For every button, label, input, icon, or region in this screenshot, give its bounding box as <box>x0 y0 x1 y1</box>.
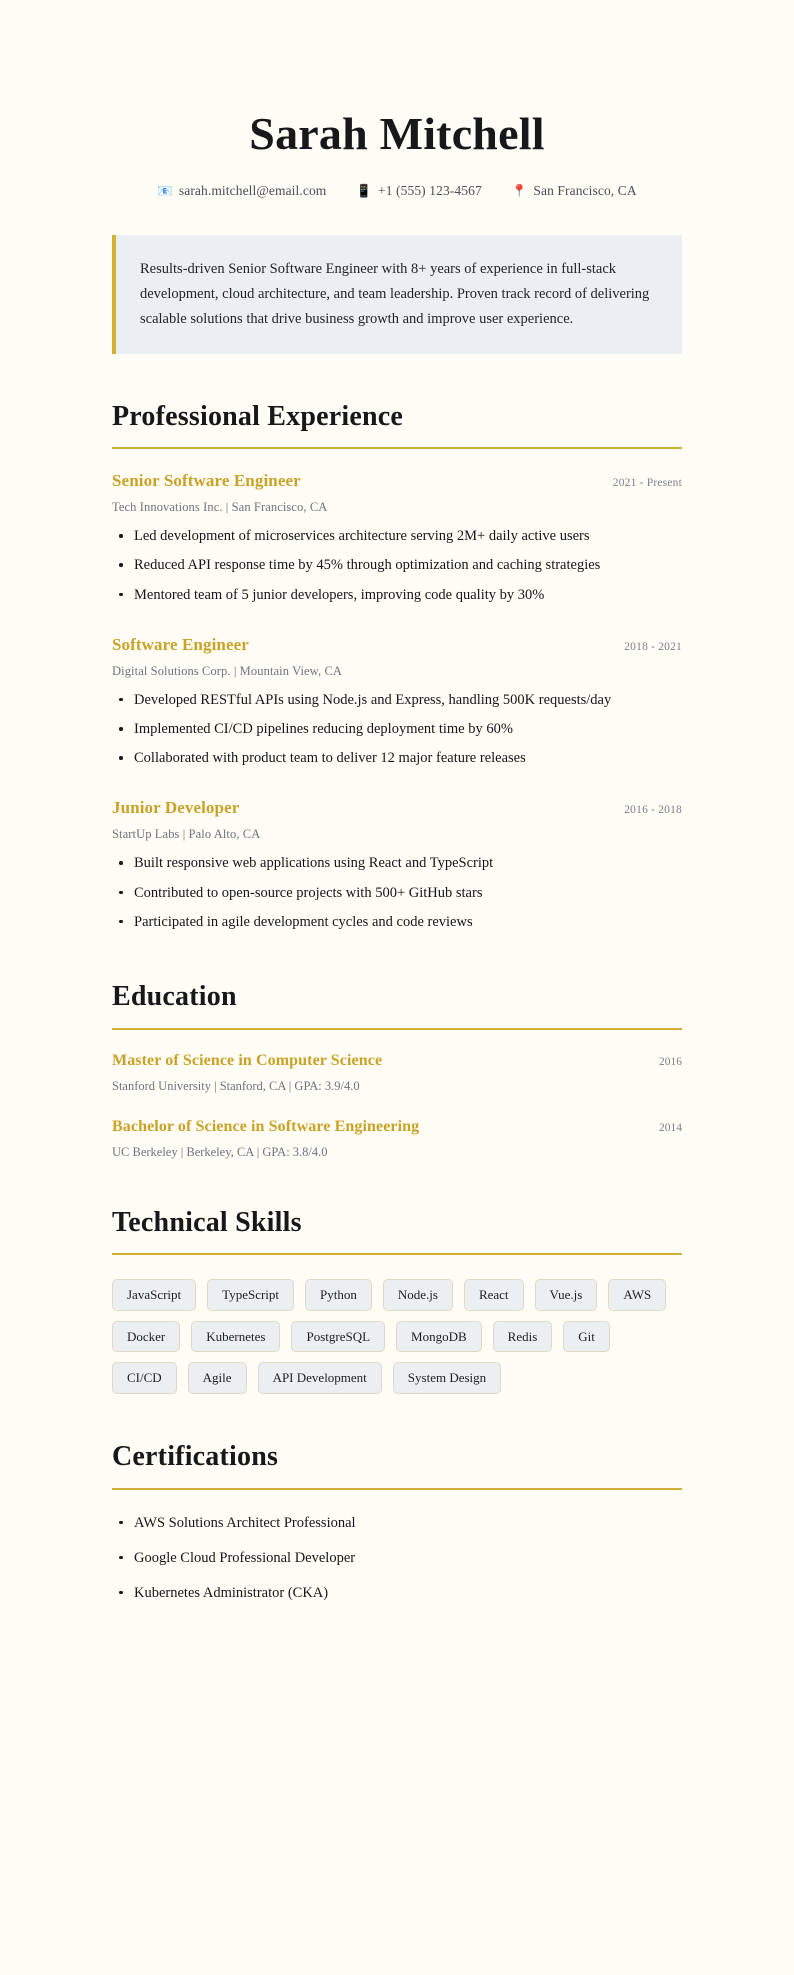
job-title: Junior Developer <box>112 798 240 818</box>
job-company-location: StartUp Labs | Palo Alto, CA <box>112 827 261 842</box>
section-heading-skills: Technical Skills <box>112 1206 302 1238</box>
phone-icon: 📱 <box>356 183 372 198</box>
list-item: Built responsive web applications using React and TypeScript <box>112 852 682 875</box>
section-education <box>112 980 682 1160</box>
section-divider <box>112 1488 682 1490</box>
skill-tag[interactable]: React <box>464 1279 524 1311</box>
section-divider <box>112 1028 682 1030</box>
contact-info-row <box>112 183 682 199</box>
degree-title: Bachelor of Science in Software Engineering <box>112 1117 420 1135</box>
skill-tag[interactable]: Agile <box>188 1362 247 1394</box>
skill-tag-list <box>112 1279 682 1394</box>
job-company-location: Tech Innovations Inc. | San Francisco, CA <box>112 500 328 515</box>
list-item: Participated in agile development cycles and code reviews <box>112 911 682 934</box>
skill-tag[interactable]: API Development <box>258 1362 382 1394</box>
job-achievement-list <box>112 525 682 607</box>
job-achievement-list <box>112 689 682 771</box>
skill-tag[interactable]: CI/CD <box>112 1362 177 1394</box>
contact-item[interactable] <box>356 183 481 199</box>
section-experience <box>112 400 682 934</box>
job-achievement-list <box>112 852 682 934</box>
skill-tag[interactable]: TypeScript <box>207 1279 294 1311</box>
list-item: Collaborated with product team to deliver 12 major feature releases <box>112 747 682 770</box>
section-heading-certifications: Certifications <box>112 1440 279 1472</box>
experience-entry <box>112 798 682 934</box>
skill-tag[interactable]: PostgreSQL <box>291 1321 385 1353</box>
page-title: Sarah Mitchell <box>249 108 545 159</box>
list-item: Kubernetes Administrator (CKA) <box>112 1582 682 1605</box>
skill-tag[interactable]: JavaScript <box>112 1279 196 1311</box>
degree-year: 2014 <box>659 1121 682 1134</box>
skill-tag[interactable]: AWS <box>608 1279 666 1311</box>
school-location-gpa: Stanford University | Stanford, CA | GPA: 3.9/4.0 <box>112 1078 360 1093</box>
experience-entry <box>112 471 682 607</box>
list-item: Led development of microservices architecture serving 2M+ daily active users <box>112 525 682 548</box>
section-heading-experience: Professional Experience <box>112 400 404 432</box>
skill-tag[interactable]: Git <box>563 1321 610 1353</box>
section-heading-education: Education <box>112 980 237 1012</box>
job-date-range: 2018 - 2021 <box>624 640 682 653</box>
contact-text: sarah.mitchell@email.com <box>178 182 327 198</box>
professional-summary <box>112 235 682 354</box>
skill-tag[interactable]: MongoDB <box>396 1321 482 1353</box>
job-date-range: 2016 - 2018 <box>624 804 682 817</box>
skill-tag[interactable]: Node.js <box>383 1279 453 1311</box>
list-item: Contributed to open-source projects with 500+ GitHub stars <box>112 882 682 905</box>
experience-entry <box>112 635 682 771</box>
skill-tag[interactable]: Kubernetes <box>191 1321 280 1353</box>
location-pin-icon: 📍 <box>511 183 528 198</box>
certification-list <box>112 1512 682 1606</box>
list-item: Developed RESTful APIs using Node.js and Express, handling 500K requests/day <box>112 689 682 712</box>
contact-text: +1 (555) 123-4567 <box>378 182 482 198</box>
skill-tag[interactable]: Vue.js <box>535 1279 598 1311</box>
skill-tag[interactable]: System Design <box>393 1362 501 1394</box>
section-divider <box>112 447 682 449</box>
degree-title: Master of Science in Computer Science <box>112 1051 383 1069</box>
contact-item[interactable] <box>157 183 326 199</box>
list-item: Mentored team of 5 junior developers, improving code quality by 30% <box>112 584 682 607</box>
education-entry-header <box>112 1118 682 1136</box>
skill-tag[interactable]: Redis <box>493 1321 553 1353</box>
section-skills <box>112 1206 682 1394</box>
education-entry-header <box>112 1052 682 1070</box>
section-certifications <box>112 1440 682 1605</box>
job-date-range: 2021 - Present <box>612 477 682 490</box>
job-title: Senior Software Engineer <box>112 471 301 491</box>
contact-text: San Francisco, CA <box>533 182 637 198</box>
summary-text: Results-driven Senior Software Engineer with 8+ years of experience in full-stack development, cloud architecture, and team leadership. Proven track record of delivering scalable solutions that drive business growth and improve user experience. <box>140 260 650 327</box>
contact-item[interactable] <box>512 183 637 199</box>
experience-entry-header <box>112 798 682 818</box>
skill-tag[interactable]: Python <box>305 1279 372 1311</box>
education-entry <box>112 1118 682 1160</box>
experience-list <box>112 471 682 934</box>
job-title: Software Engineer <box>112 634 249 654</box>
list-item: Google Cloud Professional Developer <box>112 1547 682 1570</box>
skill-tag[interactable]: Docker <box>112 1321 180 1353</box>
degree-year: 2016 <box>659 1055 682 1068</box>
education-entry <box>112 1052 682 1094</box>
list-item: Reduced API response time by 45% through optimization and caching strategies <box>112 554 682 577</box>
school-location-gpa: UC Berkeley | Berkeley, CA | GPA: 3.8/4.0 <box>112 1144 328 1159</box>
experience-entry-header <box>112 635 682 655</box>
resume-content <box>112 108 682 1605</box>
list-item: Implemented CI/CD pipelines reducing deployment time by 60% <box>112 718 682 741</box>
experience-entry-header <box>112 471 682 491</box>
list-item: AWS Solutions Architect Professional <box>112 1512 682 1535</box>
section-divider <box>112 1253 682 1255</box>
email-icon: 📧 <box>157 183 173 198</box>
job-company-location: Digital Solutions Corp. | Mountain View, CA <box>112 663 343 678</box>
education-list <box>112 1052 682 1160</box>
